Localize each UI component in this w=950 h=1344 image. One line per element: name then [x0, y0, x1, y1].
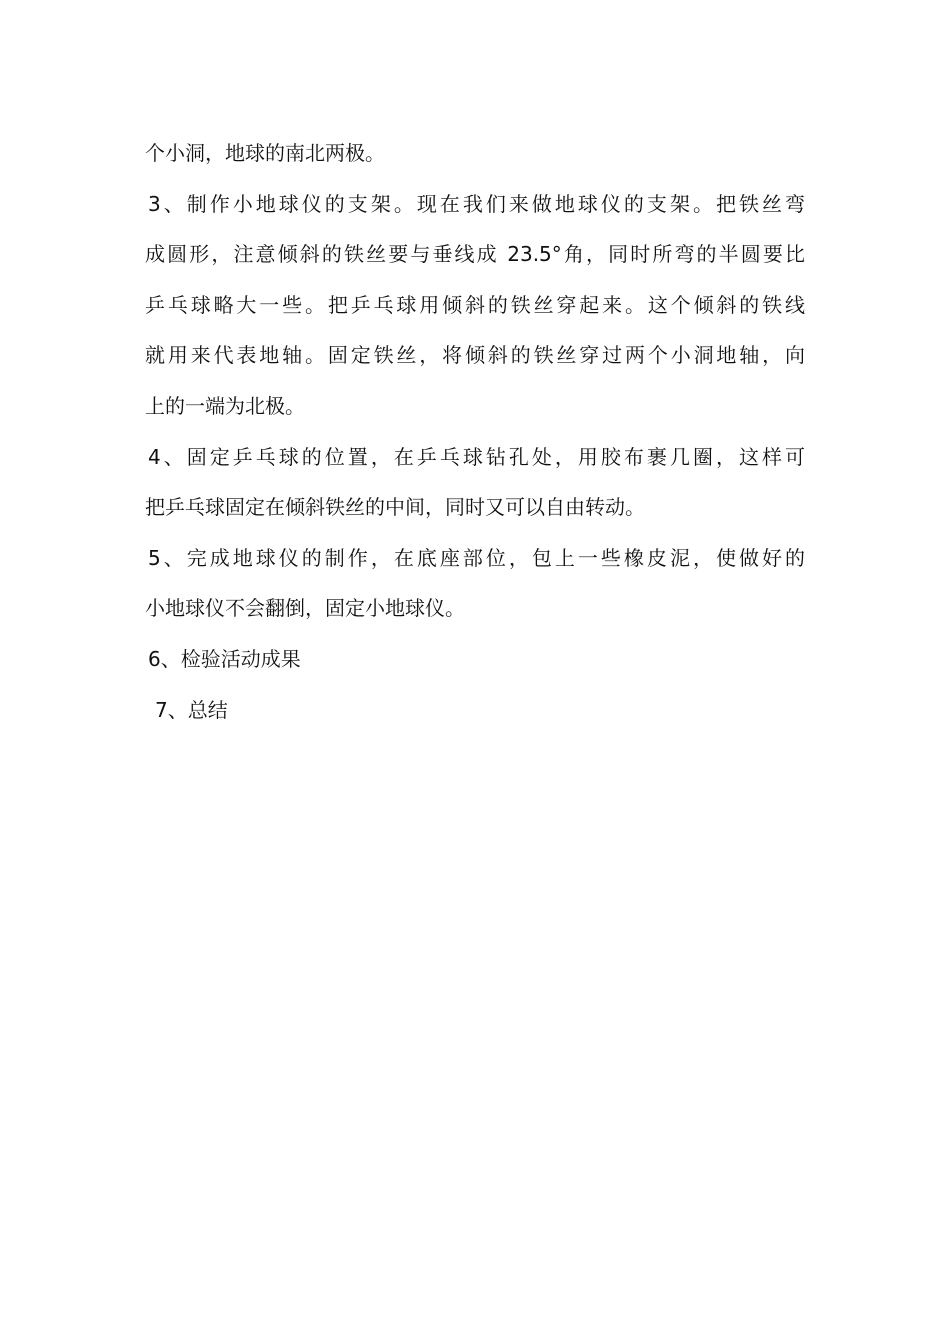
- text-line: 乒乓球略大一些。把乒乓球用倾斜的铁丝穿起来。这个倾斜的铁线: [145, 292, 805, 317]
- document-body: [145, 128, 805, 735]
- step-7-line: 7、总结: [155, 697, 228, 722]
- text-line: 成圆形，注意倾斜的铁丝要与垂线成 23.5°角，同时所弯的半圆要比: [145, 242, 805, 267]
- step-4-line: 4、固定乒乓球的位置，在乒乓球钻孔处，用胶布裹几圈，这样可: [148, 444, 805, 469]
- text-line: 把乒乓球固定在倾斜铁丝的中间，同时又可以自由转动。: [145, 495, 645, 520]
- text-line: 小地球仪不会翻倒，固定小地球仪。: [145, 596, 465, 621]
- text-line: 就用来代表地轴。固定铁丝，将倾斜的铁丝穿过两个小洞地轴，向: [145, 343, 805, 368]
- text-line: 个小洞，地球的南北两极。: [145, 141, 385, 165]
- step-6-line: 6、检验活动成果: [148, 646, 301, 671]
- step-3-line: 3、制作小地球仪的支架。现在我们来做地球仪的支架。把铁丝弯: [148, 191, 805, 216]
- step-5-line: 5、完成地球仪的制作，在底座部位，包上一些橡皮泥，使做好的: [148, 545, 805, 570]
- text-line: 上的一端为北极。: [145, 393, 305, 418]
